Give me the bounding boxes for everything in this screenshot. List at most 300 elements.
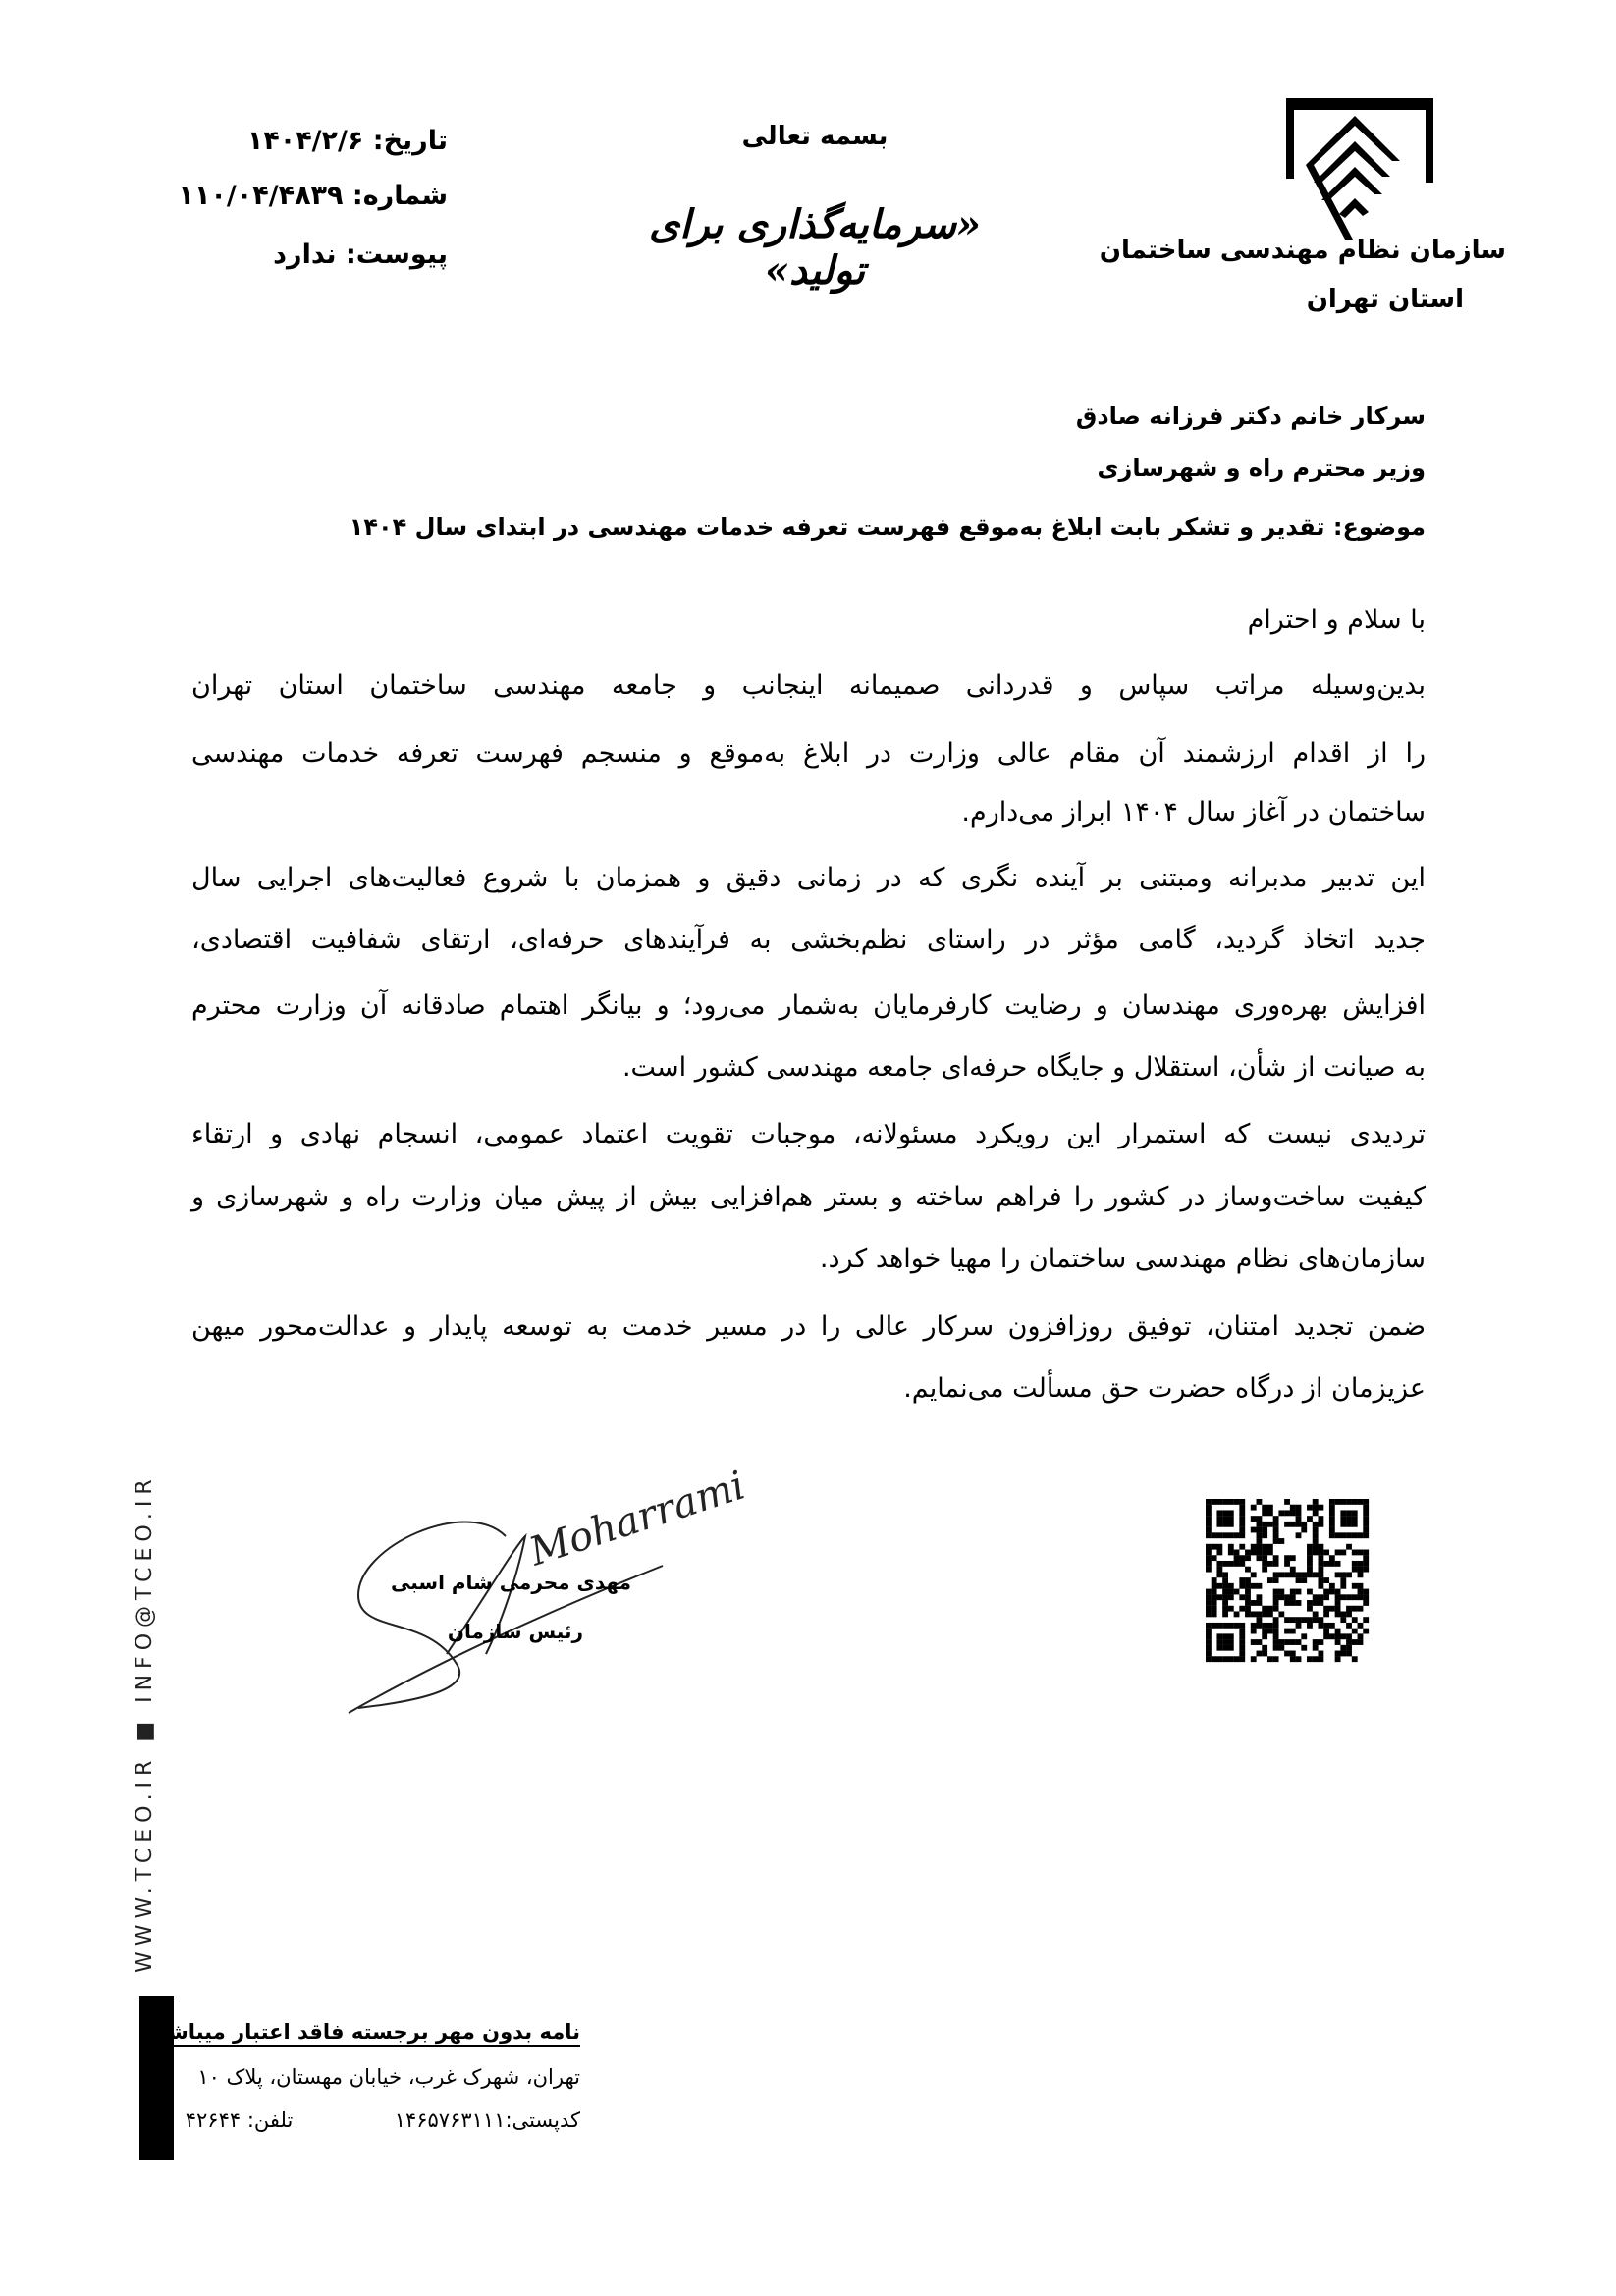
qr-module <box>1251 1656 1257 1662</box>
qr-module <box>1340 1510 1346 1516</box>
qr-module <box>1323 1550 1329 1556</box>
qr-module <box>1239 1645 1245 1651</box>
qr-module <box>1273 1629 1279 1634</box>
qr-module <box>1273 1577 1279 1583</box>
qr-module <box>1206 1544 1212 1550</box>
qr-module <box>1346 1611 1352 1617</box>
qr-module <box>1262 1532 1267 1538</box>
qr-module <box>1313 1550 1319 1556</box>
footer-phone: تلفن: ۴۲۶۴۴ <box>185 2109 294 2132</box>
qr-module <box>1206 1561 1212 1567</box>
qr-module <box>1245 1589 1251 1595</box>
footer-postal-code: کدپستی:۱۴۶۵۷۶۳۱۱۱ <box>394 2109 580 2132</box>
qr-module <box>1346 1532 1352 1538</box>
qr-module <box>1267 1623 1273 1629</box>
addressee-name: سرکار خانم دکتر فرزانه صادق <box>1075 402 1426 430</box>
qr-module <box>1251 1544 1257 1550</box>
date-value: ۱۴۰۴/۲/۶ <box>246 126 364 156</box>
qr-module <box>1273 1532 1279 1538</box>
qr-module <box>1358 1589 1364 1595</box>
qr-module <box>1273 1589 1279 1595</box>
qr-module <box>1284 1561 1290 1567</box>
qr-module <box>1340 1583 1346 1589</box>
qr-module <box>1206 1611 1212 1617</box>
qr-module <box>1307 1550 1313 1556</box>
qr-module <box>1262 1505 1267 1511</box>
qr-module <box>1318 1550 1323 1556</box>
qr-module <box>1257 1516 1263 1522</box>
qr-module <box>1267 1522 1273 1527</box>
qr-module <box>1352 1561 1358 1567</box>
signatory-name: مهدی محرمی شام اسبی <box>391 1571 631 1594</box>
qr-module <box>1262 1629 1267 1634</box>
qr-module <box>1228 1544 1234 1550</box>
qr-module <box>1216 1561 1222 1567</box>
qr-module <box>1313 1572 1319 1577</box>
qr-module <box>1245 1555 1251 1561</box>
qr-module <box>1273 1656 1279 1662</box>
qr-module <box>1206 1594 1212 1600</box>
qr-module <box>1358 1606 1364 1612</box>
qr-module <box>1329 1505 1335 1511</box>
qr-module <box>1251 1572 1257 1577</box>
qr-module <box>1228 1594 1234 1600</box>
qr-module <box>1335 1589 1341 1595</box>
qr-module <box>1329 1522 1335 1527</box>
qr-module <box>1239 1583 1245 1589</box>
qr-module <box>1301 1645 1307 1651</box>
qr-module <box>1323 1633 1329 1639</box>
qr-module <box>1301 1577 1307 1583</box>
qr-module <box>1318 1594 1323 1600</box>
qr-module <box>1352 1656 1358 1662</box>
qr-module <box>1216 1516 1222 1522</box>
qr-module <box>1228 1589 1234 1595</box>
body-line: کیفیت ساخت‌وساز در کشور را فراهم ساخته و بستر هم‌افزایی بیش از پیش میان وزارت راه و شهرسازی و <box>191 1182 1426 1212</box>
qr-module <box>1216 1656 1222 1662</box>
qr-module <box>1318 1583 1323 1589</box>
qr-module <box>1239 1633 1245 1639</box>
qr-module <box>1296 1617 1302 1623</box>
qr-module <box>1206 1510 1212 1516</box>
qr-module <box>1273 1600 1279 1606</box>
qr-module <box>1222 1633 1228 1639</box>
qr-module <box>1335 1532 1341 1538</box>
qr-module <box>1251 1600 1257 1606</box>
qr-module <box>1273 1527 1279 1533</box>
qr-module <box>1335 1561 1341 1567</box>
body-line: را از اقدام ارزشمند آن مقام عالی وزارت در ابلاغ به‌موقع و منسجم فهرست تعرفه خدمات مهندسی <box>191 738 1426 769</box>
qr-module <box>1340 1532 1346 1538</box>
qr-module <box>1206 1645 1212 1651</box>
qr-module <box>1278 1510 1284 1516</box>
qr-module <box>1313 1499 1319 1505</box>
qr-module <box>1239 1623 1245 1629</box>
qr-module <box>1346 1510 1352 1516</box>
attachment-label: پیوست: <box>345 240 448 270</box>
qr-module <box>1296 1656 1302 1662</box>
qr-module <box>1329 1589 1335 1595</box>
qr-module <box>1257 1611 1263 1617</box>
qr-module <box>1323 1629 1329 1634</box>
qr-module <box>1318 1516 1323 1522</box>
qr-module <box>1222 1589 1228 1595</box>
qr-module <box>1296 1623 1302 1629</box>
qr-module <box>1245 1583 1251 1589</box>
qr-module <box>1239 1522 1245 1527</box>
qr-module <box>1318 1600 1323 1606</box>
qr-module <box>1273 1522 1279 1527</box>
qr-module <box>1278 1639 1284 1645</box>
qr-module <box>1329 1606 1335 1612</box>
qr-module <box>1329 1510 1335 1516</box>
qr-module <box>1335 1600 1341 1606</box>
attachment-value: ندارد <box>273 240 337 270</box>
qr-module <box>1358 1499 1364 1505</box>
qr-module <box>1335 1629 1341 1634</box>
qr-module <box>1239 1606 1245 1612</box>
qr-module <box>1228 1623 1234 1629</box>
qr-module <box>1352 1606 1358 1612</box>
qr-module <box>1307 1589 1313 1595</box>
qr-module <box>1318 1522 1323 1527</box>
qr-module <box>1318 1544 1323 1550</box>
qr-module <box>1228 1583 1234 1589</box>
qr-module <box>1352 1567 1358 1573</box>
qr-module <box>1251 1583 1257 1589</box>
qr-module <box>1222 1572 1228 1577</box>
qr-module <box>1323 1611 1329 1617</box>
qr-module <box>1346 1516 1352 1522</box>
qr-module <box>1363 1629 1369 1634</box>
qr-module <box>1222 1611 1228 1617</box>
qr-module <box>1234 1499 1240 1505</box>
qr-module <box>1206 1629 1212 1634</box>
letter-subject: موضوع: تقدیر و تشکر بابت ابلاغ به‌موقع فهرست تعرفه خدمات مهندسی در ابتدای سال ۱۴۰۴ <box>349 513 1426 541</box>
qr-module <box>1358 1561 1364 1567</box>
qr-module <box>1206 1606 1212 1612</box>
qr-module <box>1307 1656 1313 1662</box>
qr-module <box>1239 1516 1245 1522</box>
qr-module <box>1301 1522 1307 1527</box>
qr-module <box>1290 1600 1296 1606</box>
qr-module <box>1335 1572 1341 1577</box>
qr-module <box>1335 1639 1341 1645</box>
qr-module <box>1307 1567 1313 1573</box>
qr-module <box>1329 1561 1335 1567</box>
qr-module <box>1251 1505 1257 1511</box>
qr-module <box>1363 1567 1369 1573</box>
qr-module <box>1363 1532 1369 1538</box>
qr-module <box>1257 1550 1263 1556</box>
qr-module <box>1262 1633 1267 1639</box>
qr-module <box>1290 1505 1296 1511</box>
qr-module <box>1284 1499 1290 1505</box>
qr-module <box>1206 1639 1212 1645</box>
qr-module <box>1239 1510 1245 1516</box>
qr-module <box>1346 1594 1352 1600</box>
qr-module <box>1245 1550 1251 1556</box>
qr-module <box>1228 1639 1234 1645</box>
qr-module <box>1346 1645 1352 1651</box>
qr-module <box>1352 1522 1358 1527</box>
qr-module <box>1284 1639 1290 1645</box>
qr-module <box>1346 1499 1352 1505</box>
qr-module <box>1206 1522 1212 1527</box>
qr-module <box>1318 1572 1323 1577</box>
qr-module <box>1222 1600 1228 1606</box>
qr-module <box>1262 1651 1267 1657</box>
qr-module <box>1206 1499 1212 1505</box>
qr-module <box>1245 1567 1251 1573</box>
qr-module <box>1212 1594 1217 1600</box>
qr-module <box>1239 1594 1245 1600</box>
qr-module <box>1290 1567 1296 1573</box>
qr-module <box>1216 1522 1222 1527</box>
qr-module <box>1340 1499 1346 1505</box>
qr-module <box>1296 1577 1302 1583</box>
qr-module <box>1206 1555 1212 1561</box>
qr-module <box>1273 1594 1279 1600</box>
qr-module <box>1284 1522 1290 1527</box>
qr-module <box>1262 1550 1267 1556</box>
qr-module <box>1206 1623 1212 1629</box>
qr-module <box>1335 1651 1341 1657</box>
qr-module <box>1329 1583 1335 1589</box>
body-line: ساختمان در آغاز سال ۱۴۰۴ ابراز می‌دارم. <box>961 797 1426 828</box>
qr-module <box>1358 1633 1364 1639</box>
qr-module <box>1228 1499 1234 1505</box>
qr-module <box>1284 1617 1290 1623</box>
qr-module <box>1307 1516 1313 1522</box>
qr-module <box>1216 1623 1222 1629</box>
qr-module <box>1222 1499 1228 1505</box>
qr-module <box>1222 1516 1228 1522</box>
qr-module <box>1290 1651 1296 1657</box>
qr-module <box>1239 1555 1245 1561</box>
body-line: سازمان‌های نظام مهندسی ساختمان را مهیا خواهد کرد. <box>819 1244 1426 1274</box>
qr-module <box>1228 1516 1234 1522</box>
qr-module <box>1216 1594 1222 1600</box>
qr-module <box>1206 1589 1212 1595</box>
qr-module <box>1257 1499 1263 1505</box>
qr-module <box>1234 1532 1240 1538</box>
qr-module <box>1234 1550 1240 1556</box>
qr-module <box>1307 1561 1313 1567</box>
qr-module <box>1352 1510 1358 1516</box>
qr-module <box>1346 1633 1352 1639</box>
qr-module <box>1216 1633 1222 1639</box>
qr-module <box>1212 1589 1217 1595</box>
qr-module <box>1329 1633 1335 1639</box>
qr-module <box>1323 1589 1329 1595</box>
qr-module <box>1346 1651 1352 1657</box>
qr-module <box>1358 1639 1364 1645</box>
qr-module <box>1228 1532 1234 1538</box>
qr-module <box>1307 1617 1313 1623</box>
footer-contact <box>186 2109 580 2132</box>
qr-module <box>1301 1527 1307 1533</box>
qr-module <box>1267 1505 1273 1511</box>
qr-module <box>1352 1516 1358 1522</box>
qr-module <box>1363 1555 1369 1561</box>
qr-module <box>1284 1629 1290 1634</box>
qr-module <box>1228 1561 1234 1567</box>
qr-module <box>1358 1532 1364 1538</box>
qr-module <box>1206 1532 1212 1538</box>
organization-name: سازمان نظام مهندسی ساختمان <box>1099 236 1506 265</box>
qr-module <box>1267 1656 1273 1662</box>
qr-module <box>1352 1532 1358 1538</box>
qr-module <box>1284 1510 1290 1516</box>
qr-module <box>1340 1550 1346 1556</box>
qr-module <box>1257 1522 1263 1527</box>
qr-module <box>1290 1656 1296 1662</box>
qr-module <box>1216 1544 1222 1550</box>
qr-module <box>1318 1639 1323 1645</box>
qr-module <box>1313 1617 1319 1623</box>
qr-module <box>1284 1600 1290 1606</box>
qr-module <box>1301 1633 1307 1639</box>
qr-module <box>1222 1594 1228 1600</box>
qr-module <box>1262 1645 1267 1651</box>
qr-module <box>1318 1505 1323 1511</box>
qr-module <box>1307 1600 1313 1606</box>
qr-module <box>1273 1555 1279 1561</box>
qr-module <box>1206 1600 1212 1606</box>
qr-module <box>1313 1611 1319 1617</box>
qr-module <box>1222 1656 1228 1662</box>
qr-module <box>1257 1583 1263 1589</box>
qr-module <box>1257 1651 1263 1657</box>
qr-module <box>1284 1651 1290 1657</box>
qr-module <box>1363 1594 1369 1600</box>
qr-module <box>1307 1555 1313 1561</box>
qr-module <box>1273 1645 1279 1651</box>
qr-module <box>1313 1656 1319 1662</box>
qr-module <box>1340 1572 1346 1577</box>
qr-module <box>1318 1651 1323 1657</box>
date-label: تاریخ: <box>372 126 448 156</box>
qr-module <box>1318 1555 1323 1561</box>
qr-module <box>1340 1522 1346 1527</box>
number-label: شماره: <box>351 181 448 211</box>
qr-module <box>1222 1510 1228 1516</box>
qr-module <box>1239 1639 1245 1645</box>
qr-module <box>1212 1532 1217 1538</box>
body-line: ضمن تجدید امتنان، توفیق روزافزون سرکار عالی را در مسیر خدمت به توسعه پایدار و عدالت‌محور میهن <box>191 1311 1426 1342</box>
qr-module <box>1296 1505 1302 1511</box>
number-value: ۱۱۰/۰۴/۴۸۳۹ <box>178 181 344 211</box>
qr-module <box>1245 1611 1251 1617</box>
qr-module <box>1234 1623 1240 1629</box>
qr-module <box>1273 1633 1279 1639</box>
qr-module <box>1267 1544 1273 1550</box>
qr-module <box>1296 1516 1302 1522</box>
qr-module <box>1206 1550 1212 1556</box>
qr-module <box>1363 1516 1369 1522</box>
qr-module <box>1206 1656 1212 1662</box>
qr-module <box>1257 1623 1263 1629</box>
qr-module <box>1307 1606 1313 1612</box>
qr-module <box>1290 1510 1296 1516</box>
qr-module <box>1296 1589 1302 1595</box>
qr-module <box>1216 1583 1222 1589</box>
qr-module <box>1340 1577 1346 1583</box>
qr-module <box>1290 1522 1296 1527</box>
qr-module <box>1284 1572 1290 1577</box>
qr-module <box>1329 1555 1335 1561</box>
year-motto: «سرمایه‌گذاری برای تولید» <box>648 201 982 294</box>
qr-module <box>1323 1561 1329 1567</box>
bismillah-heading: بسمه تعالی <box>741 122 889 151</box>
qr-module <box>1318 1656 1323 1662</box>
qr-module <box>1222 1639 1228 1645</box>
qr-module <box>1228 1645 1234 1651</box>
qr-module <box>1363 1589 1369 1595</box>
qr-module <box>1273 1538 1279 1544</box>
qr-module <box>1222 1577 1228 1583</box>
qr-module <box>1313 1639 1319 1645</box>
qr-module <box>1290 1594 1296 1600</box>
qr-module <box>1352 1629 1358 1634</box>
qr-module <box>1318 1623 1323 1629</box>
qr-module <box>1222 1522 1228 1527</box>
qr-module <box>1273 1516 1279 1522</box>
qr-module <box>1228 1550 1234 1556</box>
qr-module <box>1234 1561 1240 1567</box>
qr-module <box>1222 1532 1228 1538</box>
qr-module <box>1212 1611 1217 1617</box>
qr-module <box>1278 1538 1284 1544</box>
qr-module <box>1335 1606 1341 1612</box>
addressee-title: وزیر محترم راه و شهرسازی <box>1097 454 1426 482</box>
qr-module <box>1290 1617 1296 1623</box>
qr-module <box>1222 1645 1228 1651</box>
qr-module <box>1318 1561 1323 1567</box>
qr-module <box>1212 1577 1217 1583</box>
qr-module <box>1206 1633 1212 1639</box>
qr-module <box>1267 1510 1273 1516</box>
qr-module <box>1251 1550 1257 1556</box>
qr-module <box>1307 1623 1313 1629</box>
qr-module <box>1239 1544 1245 1550</box>
qr-module <box>1346 1623 1352 1629</box>
qr-module <box>1329 1532 1335 1538</box>
qr-module <box>1212 1499 1217 1505</box>
qr-module <box>1358 1583 1364 1589</box>
body-line: تردیدی نیست که استمرار این رویکرد مسئولانه، موجبات تقویت اعتماد عمومی، انسجام نهادی و ارتقاء <box>191 1119 1426 1149</box>
qr-module <box>1340 1594 1346 1600</box>
qr-module <box>1267 1606 1273 1612</box>
qr-module <box>1234 1611 1240 1617</box>
body-line: این تدبیر مدبرانه ومبتنی بر آینده نگری که در زمانی دقیق و همزمان با شروع فعالیت‌های اجرایی سال <box>191 863 1426 893</box>
qr-module <box>1251 1516 1257 1522</box>
qr-module <box>1239 1505 1245 1511</box>
qr-module <box>1222 1623 1228 1629</box>
qr-module <box>1245 1577 1251 1583</box>
signatory-role: رئیس سازمان <box>447 1620 583 1643</box>
qr-module <box>1358 1594 1364 1600</box>
body-line: عزیزمان از درگاه حضرت حق مسألت می‌نمایم. <box>903 1373 1426 1404</box>
qr-module <box>1262 1510 1267 1516</box>
qr-module <box>1329 1527 1335 1533</box>
signature-handwriting: Moharrami <box>523 1463 751 1575</box>
qr-module <box>1307 1505 1313 1511</box>
qr-module <box>1262 1606 1267 1612</box>
qr-module <box>1239 1651 1245 1657</box>
qr-module <box>1313 1538 1319 1544</box>
